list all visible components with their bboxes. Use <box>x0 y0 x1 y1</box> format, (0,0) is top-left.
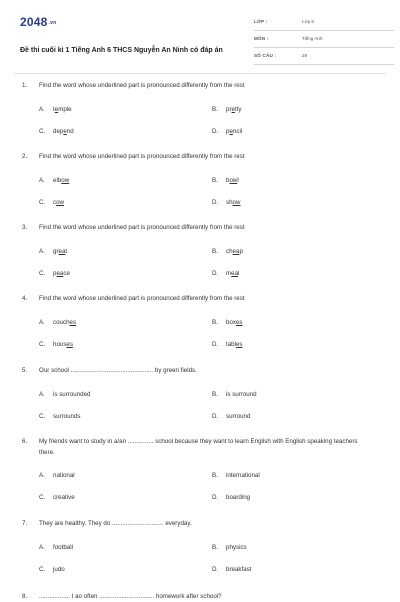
question-number: 7. <box>22 520 28 527</box>
answer-option[interactable] <box>39 128 74 135</box>
word-part: is surrounded <box>53 391 91 398</box>
option-word <box>53 270 70 277</box>
option-word <box>226 566 251 573</box>
option-letter: B. <box>212 248 218 255</box>
word-part: ch <box>226 248 233 255</box>
option-word <box>53 128 74 135</box>
option-word <box>53 544 73 551</box>
underlined-part: e <box>54 106 59 113</box>
answer-option[interactable] <box>39 270 70 277</box>
answer-option[interactable] <box>212 199 240 206</box>
meta-row-count <box>254 50 394 65</box>
word-part: box <box>226 319 236 326</box>
meta-label: MÔN : <box>254 36 269 41</box>
underlined-part: ea <box>231 270 239 277</box>
option-word <box>226 391 257 398</box>
meta-label: SỐ CÂU : <box>254 53 277 58</box>
word-part: surrounds <box>53 413 81 420</box>
exam-meta <box>254 16 394 67</box>
answer-option[interactable] <box>39 544 73 551</box>
word-part: boarding <box>226 494 251 501</box>
option-word <box>53 494 75 501</box>
option-word <box>53 566 65 573</box>
logo-suffix: .vn <box>48 19 57 26</box>
answer-option[interactable] <box>39 391 91 398</box>
meta-row-class <box>254 16 394 31</box>
word-part: nd <box>66 128 74 135</box>
underlined-part: ea <box>58 248 66 255</box>
word-part: c <box>53 199 57 206</box>
word-part: pr <box>226 106 232 113</box>
word-part: tty <box>234 106 242 113</box>
question-text: They are healthy. They do .............................. everyday. <box>39 520 192 527</box>
word-part: l <box>237 177 239 184</box>
option-word <box>226 494 250 501</box>
option-letter: C. <box>39 494 46 501</box>
word-part: elb <box>53 177 62 184</box>
word-part: is surround <box>226 391 257 398</box>
answer-option[interactable] <box>212 413 250 420</box>
option-word <box>53 413 81 420</box>
option-letter: B. <box>212 319 218 326</box>
option-word <box>53 472 75 479</box>
word-part: m <box>226 270 232 277</box>
word-part: t <box>65 248 68 255</box>
option-letter: D. <box>212 128 219 135</box>
word-part: b <box>226 177 230 184</box>
option-letter: A. <box>39 177 45 184</box>
answer-option[interactable] <box>212 544 247 551</box>
underlined-part: es <box>69 319 77 326</box>
word-part: gr <box>53 248 59 255</box>
answer-option[interactable] <box>212 494 250 501</box>
option-letter: C. <box>39 270 46 277</box>
underlined-part: ow <box>232 199 241 206</box>
underlined-part: e <box>231 106 235 113</box>
answer-option[interactable] <box>39 199 64 206</box>
underlined-part: ow <box>61 177 70 184</box>
option-letter: D. <box>212 566 219 573</box>
option-word <box>226 199 240 206</box>
word-part: p <box>53 270 57 277</box>
meta-row-subject <box>254 33 394 48</box>
question-text: Find the word whose underlined part is pronounced differently from the rest <box>39 224 245 231</box>
option-letter: B. <box>212 544 218 551</box>
word-part: international <box>226 472 260 479</box>
meta-value: 29 <box>302 53 308 58</box>
question-number: 5. <box>22 367 28 374</box>
answer-option[interactable] <box>39 494 75 501</box>
option-word <box>226 472 260 479</box>
option-letter: D. <box>212 413 219 420</box>
option-letter: B. <box>212 106 218 113</box>
option-letter: C. <box>39 341 46 348</box>
answer-option[interactable] <box>39 341 73 348</box>
option-letter: A. <box>39 248 45 255</box>
answer-option[interactable] <box>212 106 242 113</box>
option-word <box>53 341 73 348</box>
answer-option[interactable] <box>212 391 257 398</box>
word-part: ncil <box>232 128 243 135</box>
option-letter: D. <box>212 199 219 206</box>
word-part: surround <box>226 413 251 420</box>
underlined-part: e <box>229 128 233 135</box>
word-part: breakfast <box>226 566 252 573</box>
word-part: tabl <box>226 341 236 348</box>
meta-label: LỚP : <box>254 19 268 24</box>
word-part: dep <box>53 128 64 135</box>
option-letter: A. <box>39 472 45 479</box>
option-word <box>226 248 243 255</box>
site-logo[interactable] <box>20 15 56 29</box>
option-letter: A. <box>39 391 45 398</box>
question-number: 8. <box>22 593 28 600</box>
answer-option[interactable] <box>39 413 81 420</box>
answer-option[interactable] <box>39 106 72 113</box>
question-number: 4. <box>22 295 28 302</box>
option-letter: C. <box>39 199 46 206</box>
exam-title: Đề thi cuối kì 1 Tiếng Anh 6 THCS Nguyễn An Ninh có đáp án <box>20 47 223 54</box>
answer-option[interactable] <box>212 341 243 348</box>
word-part: judo <box>53 566 65 573</box>
option-word <box>226 177 239 184</box>
logo-text: 2048 <box>20 15 48 29</box>
answer-option[interactable] <box>212 472 260 479</box>
option-word <box>53 248 67 255</box>
word-part: creative <box>53 494 75 501</box>
option-word <box>226 544 247 551</box>
answer-option[interactable] <box>212 270 239 277</box>
option-letter: A. <box>39 106 45 113</box>
word-part: hous <box>53 341 67 348</box>
option-word <box>226 341 243 348</box>
underlined-part: es <box>235 341 243 348</box>
underlined-part: e <box>63 128 67 135</box>
answer-option[interactable] <box>212 177 239 184</box>
option-letter: B. <box>212 391 218 398</box>
option-letter: D. <box>212 494 219 501</box>
answer-option[interactable] <box>39 566 65 573</box>
option-letter: A. <box>39 544 45 551</box>
option-letter: C. <box>39 566 46 573</box>
word-part: football <box>53 544 73 551</box>
meta-value: Tiếng Anh <box>302 36 323 41</box>
answer-option[interactable] <box>212 319 243 326</box>
word-part: l <box>238 270 240 277</box>
option-word <box>226 128 242 135</box>
question-text: Find the word whose underlined part is pronounced differently from the rest <box>39 82 245 89</box>
word-part: national <box>53 472 75 479</box>
option-letter: D. <box>212 270 219 277</box>
answer-option[interactable] <box>212 248 243 255</box>
word-part: p <box>239 248 243 255</box>
answer-option[interactable] <box>39 248 67 255</box>
option-letter: D. <box>212 341 219 348</box>
option-word <box>53 199 64 206</box>
answer-option[interactable] <box>212 128 242 135</box>
option-word <box>226 319 243 326</box>
header <box>20 14 380 68</box>
word-part: sh <box>226 199 233 206</box>
underlined-part: ea <box>56 270 64 277</box>
question-text: Find the word whose underlined part is pronounced differently from the rest <box>39 153 245 160</box>
option-word <box>226 270 239 277</box>
answer-option[interactable] <box>39 319 76 326</box>
option-letter: C. <box>39 413 46 420</box>
question-text: Our school ................................................ by green fields. <box>39 367 197 374</box>
underlined-part: ow <box>229 177 238 184</box>
option-letter: B. <box>212 177 218 184</box>
option-word <box>53 177 69 184</box>
underlined-part: ea <box>232 248 240 255</box>
question-number: 2. <box>22 153 28 160</box>
answer-option[interactable] <box>39 177 69 184</box>
question-text: Find the word whose underlined part is pronounced differently from the rest <box>39 295 245 302</box>
option-letter: C. <box>39 128 46 135</box>
option-letter: B. <box>212 472 218 479</box>
option-word <box>53 391 91 398</box>
question-number: 6. <box>22 438 28 445</box>
meta-value: Lớp 6 <box>302 19 314 24</box>
question-number: 3. <box>22 224 28 231</box>
option-word <box>226 413 250 420</box>
question-text: .................. I ao often ................................ homework after school? <box>39 593 222 600</box>
option-letter: A. <box>39 319 45 326</box>
option-word <box>53 106 72 113</box>
underlined-part: ow <box>56 199 65 206</box>
word-part: couch <box>53 319 70 326</box>
underlined-part: es <box>235 319 243 326</box>
option-word <box>53 319 76 326</box>
word-part: t <box>53 106 55 113</box>
word-part: p <box>226 128 230 135</box>
question-text: My friends want to study in a/an ............... school because they want to learn English with English speaking teachers there. <box>39 438 358 456</box>
underlined-part: es <box>66 341 73 348</box>
answer-option[interactable] <box>39 472 75 479</box>
header-divider <box>14 73 386 74</box>
option-word <box>226 106 242 113</box>
question-number: 1. <box>22 82 28 89</box>
word-part: mple <box>58 106 72 113</box>
answer-option[interactable] <box>212 566 251 573</box>
word-part: ce <box>63 270 70 277</box>
word-part: physics <box>226 544 247 551</box>
